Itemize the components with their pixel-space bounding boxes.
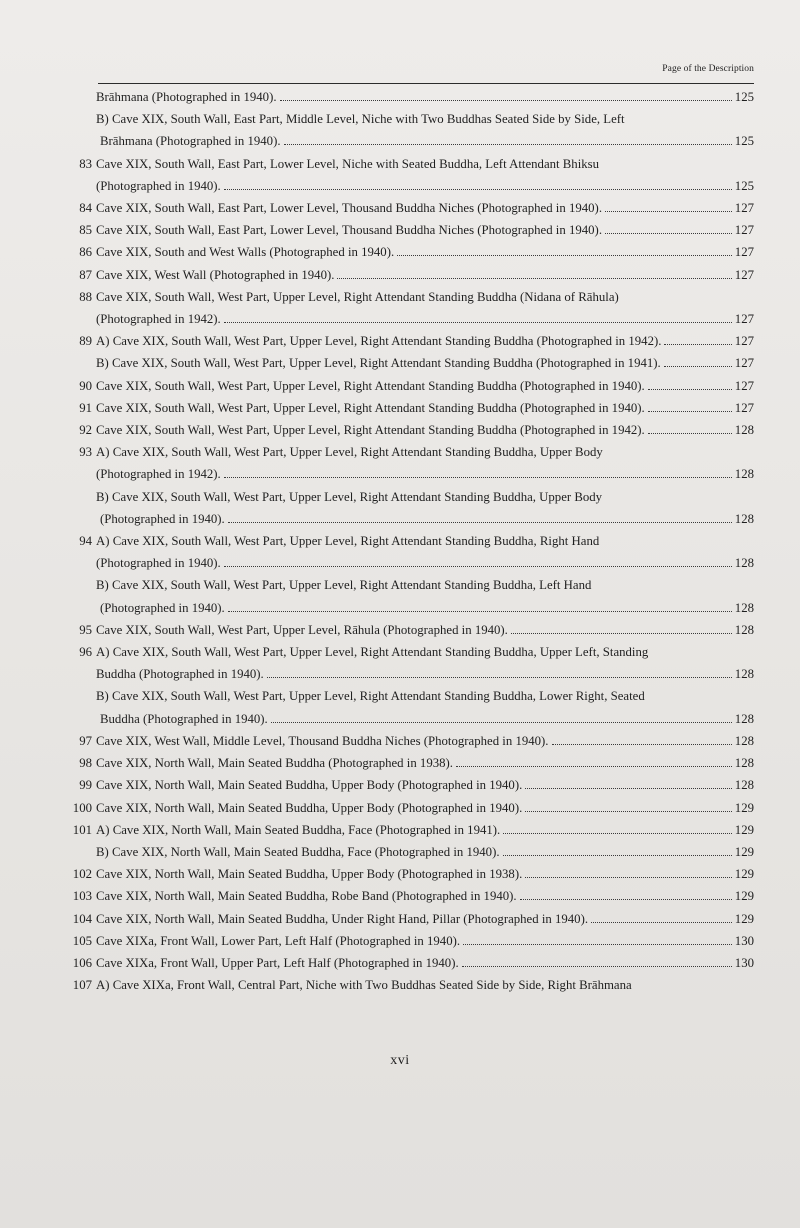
entry-title: A) Cave XIXa, Front Wall, Central Part, Niche with Two Buddhas Seated Side by Side, Right Brāhmana: [96, 978, 632, 993]
plate-number: 89: [79, 334, 92, 349]
toc-entry-line: [52, 597, 754, 619]
page-number: 128: [734, 756, 754, 771]
toc-entry-line: [52, 574, 754, 596]
page-number: 129: [734, 800, 754, 815]
toc-entry: [52, 530, 754, 574]
entry-title: B) Cave XIX, South Wall, West Part, Upper Level, Right Attendant Standing Buddha (Photographed in 1941).: [96, 356, 661, 371]
toc-entry: [52, 819, 754, 841]
dot-leader: [224, 322, 732, 323]
toc-entry: [52, 797, 754, 819]
plate-number: 97: [79, 733, 92, 748]
toc-entry: [52, 241, 754, 263]
toc-entry-line: [52, 153, 754, 175]
page-number: 127: [734, 223, 754, 238]
entry-title: Cave XIX, South Wall, East Part, Lower Level, Niche with Seated Buddha, Left Attendant Bhiksu: [96, 156, 600, 171]
entry-title: Cave XIXa, Front Wall, Lower Part, Left Half (Photographed in 1940).: [96, 933, 461, 948]
toc-entry: [52, 752, 754, 774]
toc-entry: [52, 974, 754, 996]
toc-entry-line: [52, 286, 754, 308]
dot-leader: [525, 811, 732, 812]
plate-number: 98: [79, 756, 92, 771]
toc-entry-line: [52, 86, 754, 108]
entry-title: (Photographed in 1940).: [100, 511, 225, 526]
entry-title: B) Cave XIX, South Wall, West Part, Upper Level, Right Attendant Standing Buddha, Lower Right, Seated: [96, 689, 645, 704]
toc-entry-line: [52, 197, 754, 219]
entry-title: Cave XIX, South Wall, East Part, Lower Level, Thousand Buddha Niches (Photographed in 1940).: [96, 223, 603, 238]
page-number: 127: [734, 312, 754, 327]
plate-number: 105: [72, 933, 92, 948]
toc-entry: [52, 885, 754, 907]
dot-leader: [664, 344, 731, 345]
entry-title: A) Cave XIX, South Wall, West Part, Upper Level, Right Attendant Standing Buddha, Upper Body: [96, 445, 603, 460]
plate-number: 103: [72, 889, 92, 904]
plate-number: 104: [72, 911, 92, 926]
table-of-contents: [52, 86, 754, 996]
entry-title: (Photographed in 1940).: [96, 556, 221, 571]
page-number: 128: [734, 423, 754, 438]
plate-number: 102: [72, 867, 92, 882]
page-number: 130: [734, 955, 754, 970]
plate-number: 90: [79, 378, 92, 393]
entry-title: A) Cave XIX, South Wall, West Part, Upper Level, Right Attendant Standing Buddha, Upper Left, Standing: [96, 645, 649, 660]
toc-entry-line: [52, 685, 754, 707]
toc-entry: [52, 952, 754, 974]
toc-entry-line: [52, 397, 754, 419]
toc-entry-line: [52, 841, 754, 863]
page-number: 129: [734, 911, 754, 926]
entry-title: (Photographed in 1942).: [96, 467, 221, 482]
dot-leader: [271, 722, 732, 723]
toc-entry-line: [52, 375, 754, 397]
toc-entry-line: [52, 708, 754, 730]
toc-entry: [52, 574, 754, 618]
plate-number: 83: [79, 156, 92, 171]
toc-entry-line: [52, 619, 754, 641]
toc-entry: [52, 397, 754, 419]
dot-leader: [605, 211, 732, 212]
dot-leader: [591, 922, 732, 923]
dot-leader: [224, 189, 732, 190]
page-number: 129: [734, 844, 754, 859]
toc-entry: [52, 153, 754, 197]
page-number: 127: [734, 245, 754, 260]
plate-number: 93: [79, 445, 92, 460]
entry-title: Cave XIX, North Wall, Main Seated Buddha, Upper Body (Photographed in 1938).: [96, 867, 523, 882]
toc-entry: [52, 86, 754, 108]
toc-entry-line: [52, 352, 754, 374]
toc-entry-line: [52, 308, 754, 330]
toc-entry-line: [52, 530, 754, 552]
entry-title: Cave XIX, North Wall, Main Seated Buddha, Upper Body (Photographed in 1940).: [96, 778, 523, 793]
plate-number: 107: [72, 978, 92, 993]
toc-entry: [52, 863, 754, 885]
toc-entry-line: [52, 441, 754, 463]
entry-title: A) Cave XIX, South Wall, West Part, Upper Level, Right Attendant Standing Buddha (Photographed in 1942).: [96, 334, 662, 349]
dot-leader: [462, 966, 732, 967]
toc-entry: [52, 908, 754, 930]
dot-leader: [648, 389, 732, 390]
dot-leader: [648, 433, 732, 434]
toc-entry: [52, 441, 754, 485]
entry-title: Cave XIXa, Front Wall, Upper Part, Left Half (Photographed in 1940).: [96, 955, 459, 970]
entry-title: (Photographed in 1940).: [100, 600, 225, 615]
dot-leader: [520, 899, 732, 900]
page-number: 125: [734, 90, 754, 104]
toc-entry-line: [52, 819, 754, 841]
plate-number: 106: [72, 955, 92, 970]
toc-entry-line: [52, 175, 754, 197]
dot-leader: [503, 833, 732, 834]
page-number: 127: [734, 267, 754, 282]
toc-entry-line: [52, 908, 754, 930]
entry-title: B) Cave XIX, South Wall, West Part, Upper Level, Right Attendant Standing Buddha, Left Hand: [96, 578, 592, 593]
header-rule: [98, 83, 754, 84]
entry-title: Cave XIX, North Wall, Main Seated Buddha, Under Right Hand, Pillar (Photographed in 1940).: [96, 911, 589, 926]
entry-title: (Photographed in 1942).: [96, 312, 221, 327]
toc-entry-line: [52, 108, 754, 130]
page-number: 127: [734, 356, 754, 371]
page-number: 128: [734, 511, 754, 526]
plate-number: 86: [79, 245, 92, 260]
toc-entry-line: [52, 330, 754, 352]
toc-entry-line: [52, 463, 754, 485]
toc-entry: [52, 841, 754, 863]
toc-entry-line: [52, 774, 754, 796]
page-number: 129: [734, 867, 754, 882]
dot-leader: [228, 522, 732, 523]
dot-leader: [228, 611, 732, 612]
plate-number: 85: [79, 223, 92, 238]
entry-title: B) Cave XIX, North Wall, Main Seated Buddha, Face (Photographed in 1940).: [96, 844, 500, 859]
dot-leader: [511, 633, 732, 634]
entry-title: A) Cave XIX, South Wall, West Part, Upper Level, Right Attendant Standing Buddha, Right Hand: [96, 534, 600, 549]
toc-entry: [52, 730, 754, 752]
dot-leader: [337, 278, 731, 279]
entry-title: Cave XIX, South Wall, West Part, Upper Level, Right Attendant Standing Buddha (Photographed in 1940).: [96, 378, 645, 393]
dot-leader: [503, 855, 732, 856]
dot-leader: [267, 677, 732, 678]
page-number: 128: [734, 778, 754, 793]
entry-title: Cave XIX, West Wall (Photographed in 1940).: [96, 267, 335, 282]
entry-title: Buddha (Photographed in 1940).: [96, 667, 264, 682]
running-head: Page of the Description: [662, 64, 754, 74]
toc-entry-line: [52, 264, 754, 286]
entry-title: Cave XIX, South Wall, West Part, Upper Level, Right Attendant Standing Buddha (Nidana of Rāhula): [96, 289, 619, 304]
toc-entry: [52, 486, 754, 530]
toc-entry-line: [52, 663, 754, 685]
page-number: 128: [734, 556, 754, 571]
toc-entry-line: [52, 641, 754, 663]
toc-entry: [52, 219, 754, 241]
page-number: 128: [734, 622, 754, 637]
dot-leader: [648, 411, 732, 412]
page-folio: xvi: [390, 1053, 410, 1068]
toc-entry: [52, 774, 754, 796]
toc-entry: [52, 641, 754, 685]
plate-number: 94: [79, 534, 92, 549]
toc-entry: [52, 930, 754, 952]
entry-title: Brāhmana (Photographed in 1940).: [96, 90, 277, 104]
entry-title: Cave XIX, South Wall, West Part, Upper Level, Right Attendant Standing Buddha (Photographed in 1942).: [96, 423, 645, 438]
toc-entry: [52, 286, 754, 330]
toc-entry-line: [52, 885, 754, 907]
toc-entry: [52, 197, 754, 219]
page-number: 128: [734, 467, 754, 482]
plate-number: 95: [79, 622, 92, 637]
toc-entry-line: [52, 797, 754, 819]
entry-title: Brāhmana (Photographed in 1940).: [100, 134, 281, 149]
entry-title: B) Cave XIX, South Wall, East Part, Middle Level, Niche with Two Buddhas Seated Side by Side, Left: [96, 112, 625, 127]
page-number: 129: [734, 822, 754, 837]
toc-entry: [52, 619, 754, 641]
toc-entry-line: [52, 219, 754, 241]
plate-number: 99: [79, 778, 92, 793]
page-number: 127: [734, 201, 754, 216]
entry-title: A) Cave XIX, North Wall, Main Seated Buddha, Face (Photographed in 1941).: [96, 822, 501, 837]
dot-leader: [525, 877, 732, 878]
toc-entry: [52, 685, 754, 729]
page-number: 127: [734, 334, 754, 349]
page-number: 129: [734, 889, 754, 904]
plate-number: 100: [72, 800, 92, 815]
toc-entry-line: [52, 130, 754, 152]
plate-number: 88: [79, 289, 92, 304]
dot-leader: [463, 944, 732, 945]
entry-title: Buddha (Photographed in 1940).: [100, 711, 268, 726]
dot-leader: [224, 477, 732, 478]
entry-title: Cave XIX, South Wall, West Part, Upper Level, Rāhula (Photographed in 1940).: [96, 622, 508, 637]
toc-entry: [52, 330, 754, 352]
plate-number: 91: [79, 400, 92, 415]
page-number: 128: [734, 600, 754, 615]
plate-number: 101: [72, 822, 92, 837]
toc-entry-line: [52, 752, 754, 774]
entry-title: (Photographed in 1940).: [96, 178, 221, 193]
toc-entry: [52, 375, 754, 397]
plate-number: 96: [79, 645, 92, 660]
toc-entry-line: [52, 952, 754, 974]
plate-number: 87: [79, 267, 92, 282]
entry-title: Cave XIX, North Wall, Main Seated Buddha, Upper Body (Photographed in 1940).: [96, 800, 523, 815]
entry-title: Cave XIX, West Wall, Middle Level, Thousand Buddha Niches (Photographed in 1940).: [96, 733, 549, 748]
page-number: 127: [734, 378, 754, 393]
toc-entry-line: [52, 508, 754, 530]
dot-leader: [280, 100, 732, 101]
dot-leader: [456, 766, 732, 767]
toc-entry-line: [52, 486, 754, 508]
dot-leader: [605, 233, 732, 234]
page-number: 128: [734, 711, 754, 726]
toc-entry-line: [52, 974, 754, 996]
plate-number: 92: [79, 423, 92, 438]
entry-title: Cave XIX, North Wall, Main Seated Buddha, Robe Band (Photographed in 1940).: [96, 889, 517, 904]
dot-leader: [552, 744, 732, 745]
page-number: 125: [734, 134, 754, 149]
page-number: 125: [734, 178, 754, 193]
toc-entry: [52, 264, 754, 286]
dot-leader: [224, 566, 732, 567]
page-number: 128: [734, 733, 754, 748]
toc-entry-line: [52, 241, 754, 263]
dot-leader: [284, 144, 732, 145]
entry-title: B) Cave XIX, South Wall, West Part, Upper Level, Right Attendant Standing Buddha, Upper Body: [96, 489, 603, 504]
entry-title: Cave XIX, South Wall, East Part, Lower Level, Thousand Buddha Niches (Photographed in 1940).: [96, 201, 603, 216]
toc-entry-line: [52, 930, 754, 952]
toc-entry: [52, 108, 754, 152]
toc-entry-line: [52, 730, 754, 752]
toc-entry-line: [52, 552, 754, 574]
dot-leader: [397, 255, 732, 256]
toc-entry-line: [52, 419, 754, 441]
entry-title: Cave XIX, North Wall, Main Seated Buddha (Photographed in 1938).: [96, 756, 453, 771]
toc-entry: [52, 419, 754, 441]
toc-entry: [52, 352, 754, 374]
entry-title: Cave XIX, South Wall, West Part, Upper Level, Right Attendant Standing Buddha (Photographed in 1940).: [96, 400, 645, 415]
dot-leader: [525, 788, 732, 789]
page-number: 128: [734, 667, 754, 682]
dot-leader: [664, 366, 732, 367]
page-number: 130: [734, 933, 754, 948]
toc-entry-line: [52, 863, 754, 885]
entry-title: Cave XIX, South and West Walls (Photographed in 1940).: [96, 245, 395, 260]
page-number: 127: [734, 400, 754, 415]
plate-number: 84: [79, 201, 92, 216]
